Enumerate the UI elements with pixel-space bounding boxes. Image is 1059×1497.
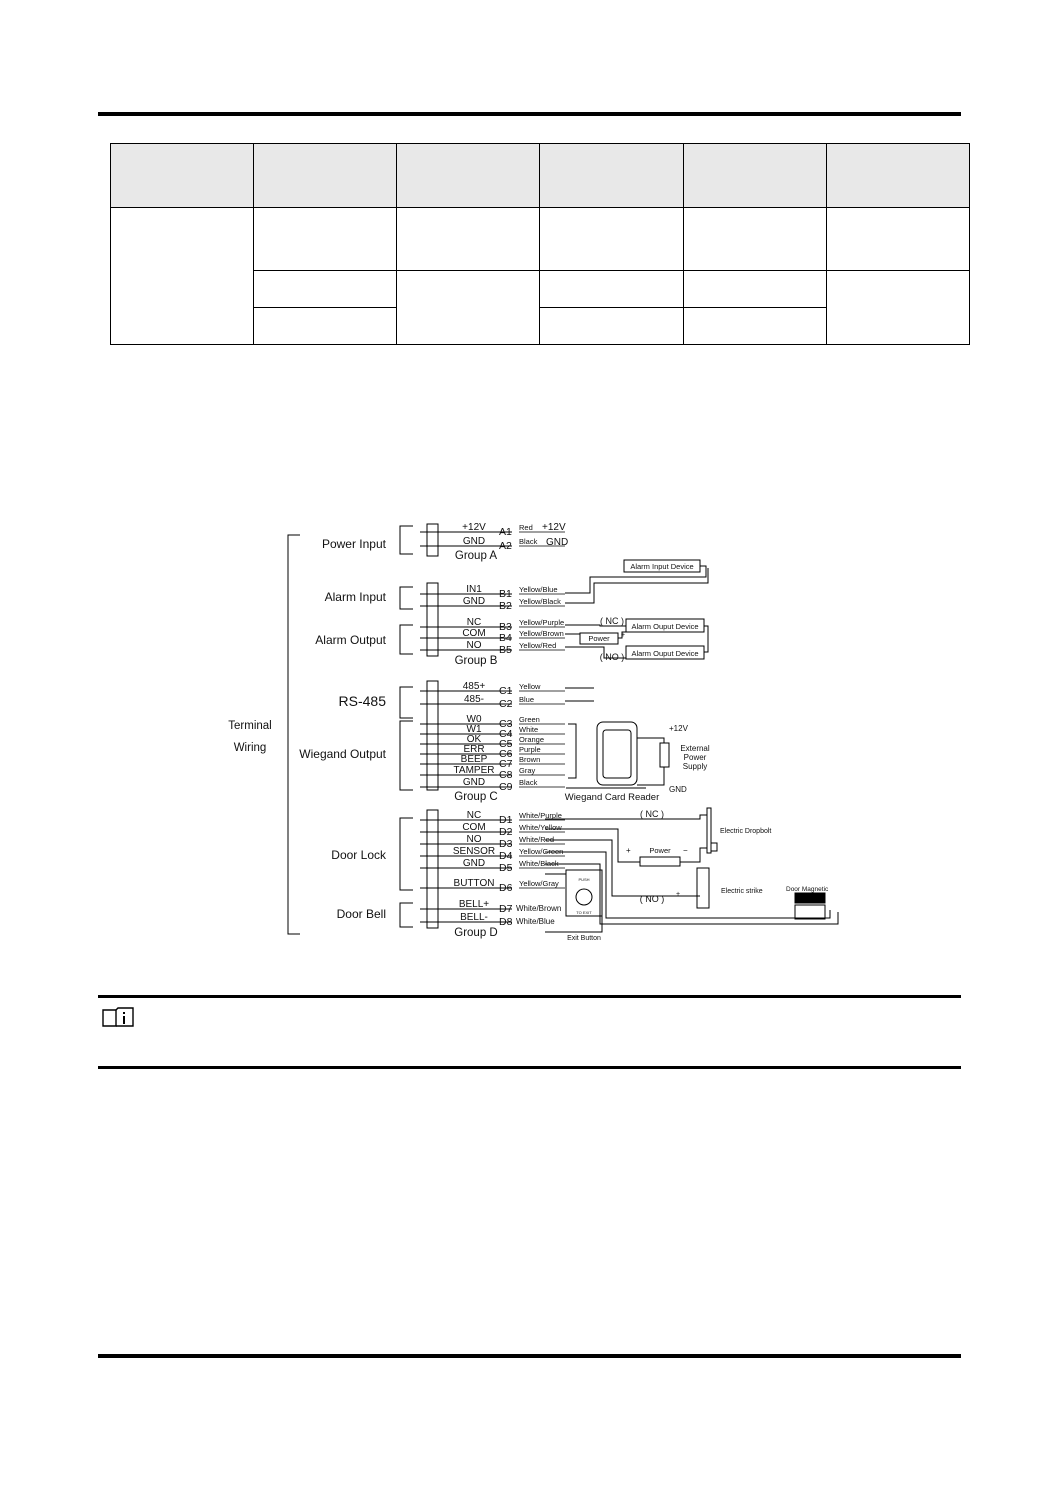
pin-signal: BELL+ <box>458 899 490 910</box>
pin-signal: BELL- <box>460 912 488 923</box>
terminal-connector-block <box>427 524 438 556</box>
pin-signal: 485- <box>463 694 485 705</box>
pin-signal: COM <box>462 822 486 833</box>
ext-supply-label: Supply <box>682 762 708 771</box>
power-gnd-label: GND <box>546 537 569 548</box>
pin-signal: GND <box>462 777 486 788</box>
pin-signal: OK <box>466 734 482 745</box>
wire-color: White/Red <box>519 835 555 844</box>
pin-id: D3 <box>499 838 513 850</box>
exit-button-face-label: PUSH <box>578 877 590 882</box>
pin-signal: BEEP <box>460 754 488 765</box>
ext-supply-label: Power <box>683 753 707 762</box>
pin-id: D8 <box>499 916 513 928</box>
pin-signal: W0 <box>466 714 482 725</box>
pin-signal: W1 <box>466 724 482 735</box>
pin-id: C2 <box>499 698 513 710</box>
wire-color: Purple <box>519 745 541 754</box>
pin-signal: NO <box>466 640 482 651</box>
ext-supply-label: External <box>680 744 710 753</box>
pin-id: D7 <box>499 903 513 915</box>
card-reader-label: Wiegand Card Reader <box>564 792 660 803</box>
plus-label: + <box>676 891 681 898</box>
minus-label: − <box>683 846 688 855</box>
group-label: Group D <box>454 927 498 939</box>
pin-id: C5 <box>499 738 513 750</box>
strike-label: Electric strike <box>721 888 763 895</box>
wire-color: Yellow/Green <box>519 847 564 856</box>
wire-color: Yellow/Red <box>519 641 557 650</box>
plus-label: + <box>626 846 631 855</box>
alarm-nc-label: ( NC ) <box>600 616 624 626</box>
pin-id: C6 <box>499 748 513 760</box>
power-supply-label: Power <box>588 634 610 643</box>
lock-no-label: ( NO ) <box>639 894 665 904</box>
power-plus12v-label: +12V <box>542 522 566 533</box>
ext-plus12v-label: +12V <box>669 724 688 733</box>
alarm-no-label: ( NO ) <box>599 652 625 662</box>
wire-color: White/Brown <box>516 904 562 913</box>
pin-id: D1 <box>499 814 513 826</box>
pin-id: D6 <box>499 882 513 894</box>
wire-color: White <box>519 725 539 734</box>
exit-button-label: Exit Button <box>567 935 601 942</box>
wire-color: Orange <box>519 735 545 744</box>
alarm-input-device-label: Alarm Input Device <box>630 562 694 571</box>
plus-label: + <box>621 632 626 639</box>
terminal-label: Wiegand Output <box>299 747 386 761</box>
pin-signal: 485+ <box>462 681 486 692</box>
pin-signal: GND <box>462 536 486 547</box>
wire-color: White/Yellow <box>519 823 562 832</box>
note-top-rule <box>98 995 961 998</box>
pin-id: B1 <box>499 588 512 600</box>
wire-color: Yellow/Gray <box>519 879 559 888</box>
pin-signal: TAMPER <box>453 765 495 776</box>
wire-color: Yellow <box>519 682 541 691</box>
pin-id: D2 <box>499 826 513 838</box>
pin-signal: NC <box>466 617 482 628</box>
wire-color: White/Black <box>519 859 559 868</box>
exit-button-face-label: TO EXIT <box>576 910 592 915</box>
pin-id: B5 <box>499 644 512 656</box>
wire-color: Black <box>519 778 538 787</box>
footer-rule <box>98 1354 961 1358</box>
pin-signal: NC <box>466 810 482 821</box>
group-label: Group B <box>454 655 498 667</box>
terminal-label: RS-485 <box>338 693 386 709</box>
wire-color: Green <box>519 715 540 724</box>
terminal-connector-block <box>427 681 438 790</box>
pin-id: D4 <box>499 850 513 862</box>
dropbolt-label: Electric Dropbolt <box>720 828 772 835</box>
wire-color: Yellow/Brown <box>519 629 564 638</box>
pin-id: A2 <box>499 540 512 552</box>
wire-color: Gray <box>519 766 536 775</box>
note-bottom-rule <box>98 1066 961 1069</box>
wire-color: Black <box>519 537 538 546</box>
wire-color: Red <box>519 523 533 532</box>
pin-signal: BUTTON <box>453 878 495 889</box>
pin-signal: SENSOR <box>452 846 496 857</box>
pin-signal: GND <box>462 596 486 607</box>
pin-signal: IN1 <box>466 584 482 595</box>
door-magnetic-label: Door Magnetic <box>786 886 829 893</box>
pin-signal: ERR <box>463 744 485 755</box>
pin-id: C1 <box>499 685 513 697</box>
pin-id: B2 <box>499 600 512 612</box>
pin-id: C8 <box>499 769 513 781</box>
group-label: Group A <box>454 550 498 562</box>
pin-id: C4 <box>499 728 513 740</box>
pin-id: D5 <box>499 862 513 874</box>
wire-color: Brown <box>519 755 541 764</box>
terminal-label: Alarm Output <box>315 633 386 647</box>
pin-id: B3 <box>499 621 512 633</box>
pin-signal: NO <box>466 834 482 845</box>
terminal-wiring-label: Wiring <box>233 742 267 754</box>
alarm-output-device-label: Alarm Ouput Device <box>631 622 699 631</box>
pin-id: B4 <box>499 632 512 644</box>
wire-color: Yellow/Black <box>519 597 561 606</box>
pin-id: C3 <box>499 718 513 730</box>
pin-signal: GND <box>462 858 486 869</box>
terminal-label: Door Lock <box>331 848 386 862</box>
pin-id: A1 <box>499 526 512 538</box>
lock-power-label: Power <box>649 846 671 855</box>
terminal-label: Door Bell <box>336 907 386 921</box>
wire-color: Yellow/Blue <box>519 585 558 594</box>
terminal-label: Alarm Input <box>324 590 386 604</box>
group-label: Group C <box>454 791 498 803</box>
pin-signal: +12V <box>462 522 486 533</box>
wire-color: Blue <box>519 695 535 704</box>
ext-gnd-label: GND <box>669 785 687 794</box>
alarm-output-device-label: Alarm Ouput Device <box>631 649 699 658</box>
terminal-label: Power Input <box>321 537 386 551</box>
wire-color: Yellow/Purple <box>519 618 565 627</box>
wire-color: White/Purple <box>519 811 562 820</box>
note-book-icon <box>101 1005 135 1029</box>
pin-signal: COM <box>462 628 486 639</box>
pin-id: C7 <box>499 758 513 770</box>
lock-nc-label: ( NC ) <box>640 809 664 819</box>
terminal-wiring-label: Terminal <box>228 720 272 732</box>
wire-color: White/Blue <box>516 917 555 926</box>
pin-id: C9 <box>499 781 513 793</box>
terminal-connector-block <box>427 810 438 928</box>
